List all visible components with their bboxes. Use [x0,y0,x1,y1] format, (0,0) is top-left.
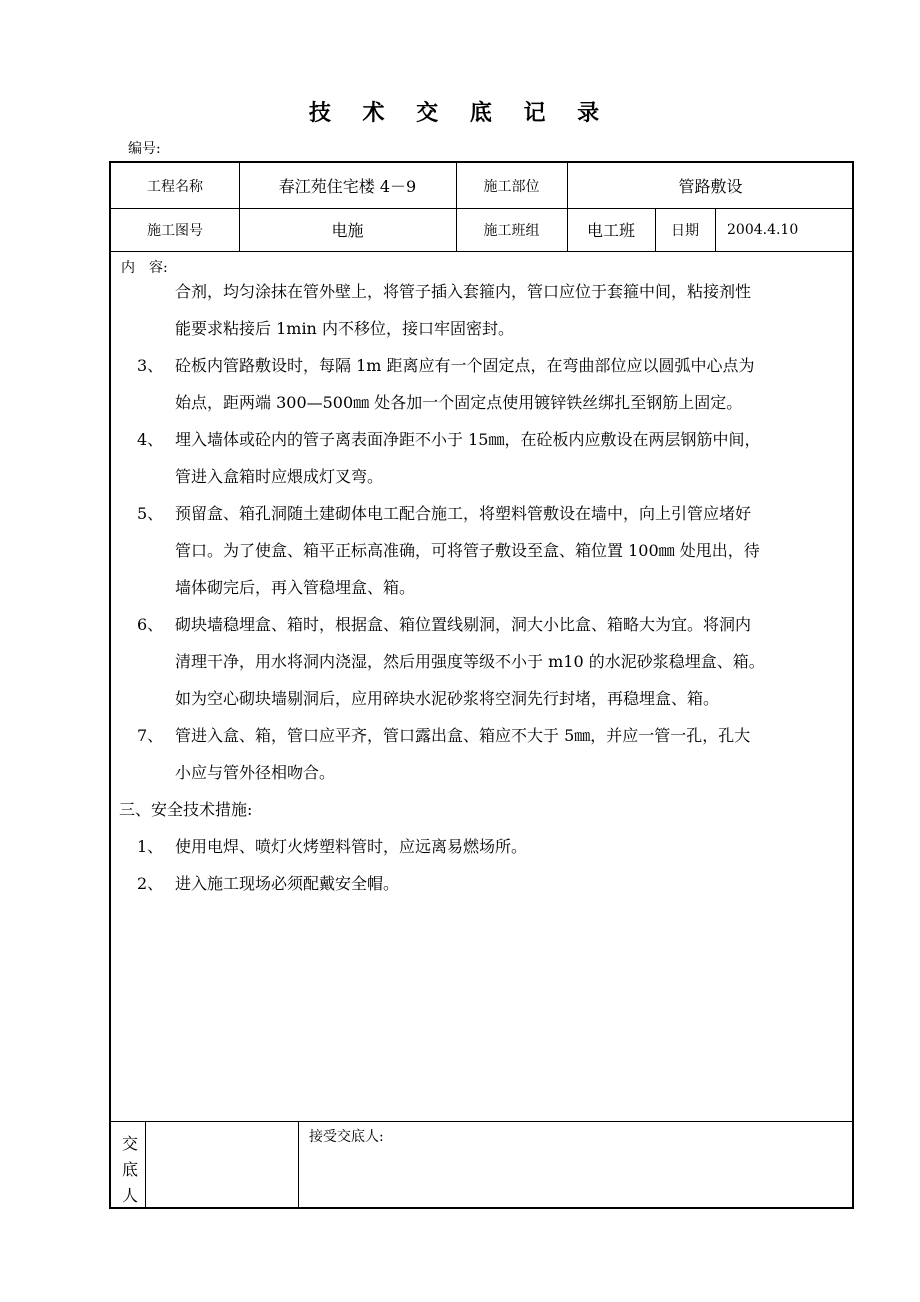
team-label: 施工班组 [483,222,540,239]
record-table [109,161,854,1209]
content-line: 预留盒、箱孔洞随土建砌体电工配合施工，将塑料管敷设在墙中，向上引管应堵好 [175,504,752,523]
content-line: 砌块墙稳埋盒、箱时，根据盒、箱位置线剔洞，洞大小比盒、箱略大为宜。将洞内 [175,615,752,634]
handover-label-char: 底 [121,1160,138,1179]
project-name-label: 工程名称 [147,178,203,195]
content-line: 管口。为了使盒、箱平正标高准确，可将管子敷设至盒、箱位置 100㎜ 处甩出，待 [175,541,760,560]
content-line: 合剂，均匀涂抹在管外壁上，将管子插入套箍内，管口应位于套箍中间，粘接剂性 [175,282,752,301]
content-item-number: 4、 [137,430,164,449]
drawing-no-label: 施工图号 [147,222,203,239]
content-line: 砼板内管路敷设时，每隔 1m 距离应有一个固定点，在弯曲部位应以圆弧中心点为 [175,356,755,375]
signature-col-divider-1 [145,1121,146,1209]
content-line: 墙体砌完后，再入管稳埋盒、箱。 [175,578,416,597]
drawing-no-value: 电施 [331,221,364,240]
construction-part-value: 管路敷设 [678,177,743,196]
doc-number-label: 编号: [128,141,161,157]
document-title: 技 术 交 底 记 录 [308,101,612,126]
handover-label-char: 人 [121,1186,138,1205]
content-item-number: 6、 [137,615,164,634]
content-line: 管进入盒、箱，管口应平齐，管口露出盒、箱应不大于 5㎜，并应一管一孔，孔大 [175,726,751,745]
safety-item-text: 进入施工现场必须配戴安全帽。 [175,874,400,893]
safety-item-text: 使用电焊、喷灯火烤塑料管时，应远离易燃场所。 [175,837,528,856]
content-line: 小应与管外径相吻合。 [175,763,336,782]
safety-item-number: 1、 [137,837,164,856]
team-value: 电工班 [586,221,635,240]
signature-col-divider-2 [298,1121,299,1209]
row-divider-2 [111,251,854,252]
content-line: 如为空心砌块墙剔洞后，应用碎块水泥砂浆将空洞先行封堵，再稳埋盒、箱。 [175,689,720,708]
signature-divider [111,1121,854,1122]
safety-item-number: 2、 [137,874,164,893]
content-item-number: 7、 [137,726,164,745]
content-line: 管进入盒箱时应煨成灯叉弯。 [175,467,384,486]
content-line: 能要求粘接后 1min 内不移位，接口牢固密封。 [175,319,514,338]
construction-part-label: 施工部位 [483,178,540,195]
content-item-number: 5、 [137,504,164,523]
content-item-number: 3、 [137,356,164,375]
content-line: 埋入墙体或砼内的管子离表面净距不小于 15㎜，在砼板内应敷设在两层钢筋中间， [175,430,761,449]
handover-label-char: 交 [121,1134,138,1153]
date-label: 日期 [671,222,699,239]
receiver-label: 接受交底人: [309,1129,384,1145]
date-value: 2004.4.10 [727,221,799,238]
safety-heading: 三、安全技术措施: [119,800,253,819]
content-label: 内 容: [121,260,168,276]
project-name-value: 春江苑住宅楼 4－9 [278,177,417,196]
content-line: 清理干净，用水将洞内浇湿，然后用强度等级不小于 m10 的水泥砂浆稳埋盒、箱。 [175,652,765,671]
content-line: 始点，距两端 300—500㎜ 处各加一个固定点使用镀锌铁丝绑扎至钢筋上固定。 [175,393,743,412]
